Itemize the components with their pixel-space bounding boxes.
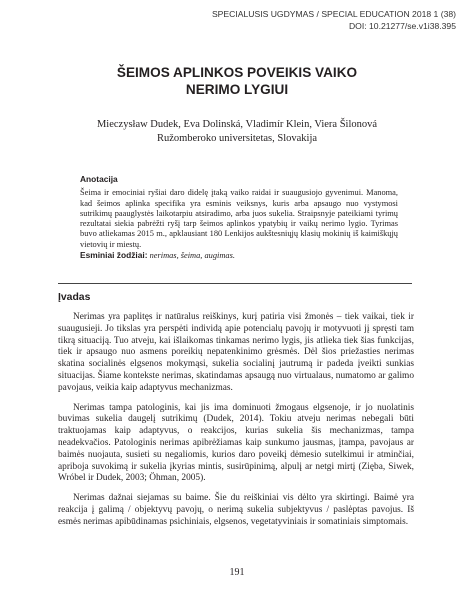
introduction-body	[58, 312, 414, 537]
abstract-section	[80, 174, 398, 261]
journal-title: SPECIALUSIS UGDYMAS / SPECIAL EDUCATION 2018 1 (38)	[211, 9, 456, 19]
paragraph: Nerimas tampa patologinis, kai jis ima dominuoti žmogaus elgsenoje, ir jo nuolatinis buvimas sukelia daugelį sutrikimų (Dudek, 2014). Tokiu atveju nerimas nebegali būti traktuojamas kaip adaptyvus, o reakcijos, kurias sukelia šis mechanizmas, tampa neadekvačios. Patologinis nerimas apibrėžiamas kaip sunkumo jausmas, įtampa, pavojaus ar baimės nuojauta, susieti su negaliomis, kurios daro poveikį dėmesio sutelkimui ir atminčiai, apriboja suvokimą ir sukelia įkyrias mintis, susirūpinimą, alpulį ar netgi mirtį (Zięba, Siwek, Wróbel ir Dudek, 2003; Öhman, 2005).	[58, 402, 414, 484]
author-block	[0, 118, 474, 146]
author-names: Mieczysław Dudek, Eva Dolinská, Vladimír Klein, Viera Šilonová	[96, 119, 378, 130]
abstract-text: Šeima ir emociniai ryšiai daro didelę įtaką vaiko raidai ir suaugusiojo gyvenimui. Manoma, kad šeimos aplinka specifika yra esminis veiksnys, kuris arba apsaugo nuo vystymosi sutrikimų paauglystės laikotarpiu atsiradimo, arba juos sukelia. Straipsnyje pateikiami tyrimų rezultatai siekia pabrėžti ryšį tarp šeimos aplinkos ypatybių ir vaikų nerimo lygio. Tyrimas buvo atliekamas 2015 m., apklausiant 180 Lenkijos aukštesniųjų klasių mokinių iš kaimiškųjų vietovių ir miestų.	[80, 188, 398, 249]
title-line-1: ŠEIMOS APLINKOS POVEIKIS VAIKO	[116, 65, 358, 80]
keywords-values: nerimas, šeima, augimas.	[149, 251, 235, 261]
title-line-2: NERIMO LYGIUI	[185, 82, 289, 97]
page-number: 191	[229, 567, 245, 578]
running-header	[212, 8, 456, 32]
keywords	[80, 250, 398, 261]
paragraph: Nerimas dažnai siejamas su baime. Šie du reiškiniai vis dėlto yra skirtingi. Baimė yra reakcija į galimą / objektyvų pavojų, o nerimą sukelia subjektyvus / paslėptas pavojus. Iš esmės nerimas apibūdinamas psichiniais, elgsenos, vegetatyviniais ir somatiniais simptomais.	[58, 493, 414, 527]
section-divider	[58, 283, 412, 284]
paragraph: Nerimas yra paplitęs ir natūralus reiškinys, kurį patiria visi žmonės – tiek vaikai, tiek ir suaugusieji. Jo tikslas yra perspėti individą apie potencialų pavojų ir motyvuoti jį spręsti tam tikrą situaciją. Tuo atveju, kai išlaikomas tinkamas nerimo lygis, jis atlieka tiek šias funkcijas, tiek ir apsaugo nuo asmens poreikių nepatenkinimo grėsmės. Dėl šios priežasties nerimas skatina socialinės elgsenos mokymąsi, sukelia socialinį jautrumą ir padeda įveikti sunkias situacijas. Šiame kontekste nerimas, skatindamas apsaugą nuo virtualaus, numatomo ar galimo pavojaus, veikia kaip adaptyvus mechanizmas.	[58, 312, 414, 393]
abstract-heading: Anotacija	[80, 174, 118, 184]
keywords-label: Esminiai žodžiai:	[80, 250, 148, 261]
section-heading-introduction: Įvadas	[58, 292, 91, 303]
article-title	[0, 64, 474, 98]
doi: DOI: 10.21277/se.v1i38.395	[348, 21, 456, 31]
affiliation: Ružomberoko universitetas, Slovakija	[156, 133, 318, 144]
